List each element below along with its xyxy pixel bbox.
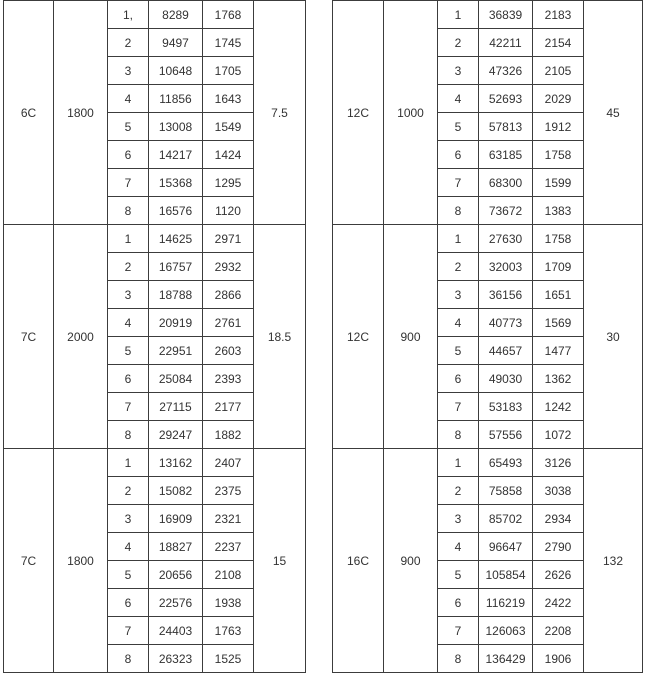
- point-number-cell: 7: [438, 393, 479, 421]
- pressure-cell: 1549: [203, 113, 254, 141]
- pressure-cell: 2108: [203, 561, 254, 589]
- table-row: [333, 225, 643, 253]
- pressure-cell: 2790: [533, 533, 584, 561]
- pressure-cell: 1768: [203, 1, 254, 29]
- point-number-cell: 7: [108, 169, 149, 197]
- pressure-cell: 2422: [533, 589, 584, 617]
- point-number-cell: 1,: [108, 1, 149, 29]
- airflow-cell: 85702: [479, 505, 533, 533]
- model-cell: 12C: [333, 1, 384, 225]
- point-number-cell: 2: [438, 29, 479, 57]
- speed-cell: 900: [384, 225, 438, 449]
- airflow-cell: 11856: [149, 85, 203, 113]
- pressure-cell: 1424: [203, 141, 254, 169]
- point-number-cell: 1: [108, 449, 149, 477]
- airflow-cell: 16757: [149, 253, 203, 281]
- point-number-cell: 8: [438, 197, 479, 225]
- point-number-cell: 6: [438, 589, 479, 617]
- airflow-cell: 32003: [479, 253, 533, 281]
- airflow-cell: 42211: [479, 29, 533, 57]
- point-number-cell: 4: [108, 309, 149, 337]
- point-number-cell: 4: [438, 309, 479, 337]
- point-number-cell: 2: [108, 29, 149, 57]
- model-cell: 7C: [4, 225, 54, 449]
- airflow-cell: 105854: [479, 561, 533, 589]
- airflow-cell: 22951: [149, 337, 203, 365]
- pressure-cell: 1569: [533, 309, 584, 337]
- pressure-cell: 1477: [533, 337, 584, 365]
- airflow-cell: 14217: [149, 141, 203, 169]
- pressure-cell: 1651: [533, 281, 584, 309]
- point-number-cell: 6: [438, 141, 479, 169]
- airflow-cell: 44657: [479, 337, 533, 365]
- point-number-cell: 3: [438, 281, 479, 309]
- pressure-cell: 1745: [203, 29, 254, 57]
- point-number-cell: 4: [108, 85, 149, 113]
- power-cell: 15: [254, 449, 306, 673]
- pressure-cell: 1705: [203, 57, 254, 85]
- pressure-cell: 2626: [533, 561, 584, 589]
- pressure-cell: 2934: [533, 505, 584, 533]
- pressure-cell: 2393: [203, 365, 254, 393]
- model-cell: 12C: [333, 225, 384, 449]
- speed-cell: 1800: [54, 449, 108, 673]
- airflow-cell: 25084: [149, 365, 203, 393]
- power-cell: 7.5: [254, 1, 306, 225]
- point-number-cell: 3: [108, 57, 149, 85]
- airflow-cell: 47326: [479, 57, 533, 85]
- pressure-cell: 2932: [203, 253, 254, 281]
- point-number-cell: 4: [438, 85, 479, 113]
- point-number-cell: 3: [438, 57, 479, 85]
- point-number-cell: 7: [108, 617, 149, 645]
- model-cell: 6C: [4, 1, 54, 225]
- pressure-cell: 2105: [533, 57, 584, 85]
- pressure-cell: 2866: [203, 281, 254, 309]
- airflow-cell: 116219: [479, 589, 533, 617]
- airflow-cell: 36156: [479, 281, 533, 309]
- point-number-cell: 4: [438, 533, 479, 561]
- point-number-cell: 7: [438, 169, 479, 197]
- pressure-cell: 1912: [533, 113, 584, 141]
- power-cell: 18.5: [254, 225, 306, 449]
- point-number-cell: 6: [108, 365, 149, 393]
- airflow-cell: 29247: [149, 421, 203, 449]
- airflow-cell: 52693: [479, 85, 533, 113]
- pressure-cell: 1599: [533, 169, 584, 197]
- airflow-cell: 10648: [149, 57, 203, 85]
- pressure-cell: 1938: [203, 589, 254, 617]
- pressure-cell: 2029: [533, 85, 584, 113]
- pressure-cell: 2321: [203, 505, 254, 533]
- point-number-cell: 2: [108, 477, 149, 505]
- table-row: [4, 1, 306, 29]
- point-number-cell: 5: [108, 561, 149, 589]
- pressure-cell: 1362: [533, 365, 584, 393]
- speed-cell: 1000: [384, 1, 438, 225]
- airflow-cell: 49030: [479, 365, 533, 393]
- pressure-cell: 2971: [203, 225, 254, 253]
- point-number-cell: 5: [438, 561, 479, 589]
- point-number-cell: 2: [438, 477, 479, 505]
- airflow-cell: 15368: [149, 169, 203, 197]
- speed-cell: 2000: [54, 225, 108, 449]
- pressure-cell: 1906: [533, 645, 584, 673]
- pressure-cell: 2375: [203, 477, 254, 505]
- airflow-cell: 27630: [479, 225, 533, 253]
- airflow-cell: 9497: [149, 29, 203, 57]
- point-number-cell: 8: [438, 645, 479, 673]
- point-number-cell: 6: [108, 589, 149, 617]
- pressure-cell: 1120: [203, 197, 254, 225]
- airflow-cell: 20919: [149, 309, 203, 337]
- power-cell: 45: [584, 1, 643, 225]
- point-number-cell: 8: [108, 197, 149, 225]
- point-number-cell: 3: [108, 505, 149, 533]
- model-cell: 7C: [4, 449, 54, 673]
- point-number-cell: 3: [108, 281, 149, 309]
- point-number-cell: 6: [438, 365, 479, 393]
- pressure-cell: 1242: [533, 393, 584, 421]
- airflow-cell: 96647: [479, 533, 533, 561]
- airflow-cell: 16576: [149, 197, 203, 225]
- pressure-cell: 2183: [533, 1, 584, 29]
- airflow-cell: 57556: [479, 421, 533, 449]
- pressure-cell: 1758: [533, 141, 584, 169]
- table-row: [4, 449, 306, 477]
- airflow-cell: 73672: [479, 197, 533, 225]
- airflow-cell: 36839: [479, 1, 533, 29]
- pressure-cell: 1383: [533, 197, 584, 225]
- speed-cell: 900: [384, 449, 438, 673]
- point-number-cell: 4: [108, 533, 149, 561]
- pressure-cell: 2154: [533, 29, 584, 57]
- power-cell: 132: [584, 449, 643, 673]
- point-number-cell: 1: [438, 449, 479, 477]
- point-number-cell: 5: [438, 113, 479, 141]
- point-number-cell: 5: [108, 337, 149, 365]
- speed-cell: 1800: [54, 1, 108, 225]
- fan-table-right: [332, 0, 643, 673]
- airflow-cell: 18788: [149, 281, 203, 309]
- point-number-cell: 1: [108, 225, 149, 253]
- pressure-cell: 3038: [533, 477, 584, 505]
- pressure-cell: 2177: [203, 393, 254, 421]
- pressure-cell: 2761: [203, 309, 254, 337]
- pressure-cell: 2237: [203, 533, 254, 561]
- pressure-cell: 3126: [533, 449, 584, 477]
- table-row: [4, 225, 306, 253]
- airflow-cell: 63185: [479, 141, 533, 169]
- airflow-cell: 24403: [149, 617, 203, 645]
- airflow-cell: 15082: [149, 477, 203, 505]
- point-number-cell: 2: [108, 253, 149, 281]
- pressure-cell: 1763: [203, 617, 254, 645]
- fan-table-left: [3, 0, 306, 673]
- point-number-cell: 6: [108, 141, 149, 169]
- pressure-cell: 1643: [203, 85, 254, 113]
- point-number-cell: 8: [108, 645, 149, 673]
- power-cell: 30: [584, 225, 643, 449]
- airflow-cell: 16909: [149, 505, 203, 533]
- point-number-cell: 1: [438, 225, 479, 253]
- pressure-cell: 1295: [203, 169, 254, 197]
- point-number-cell: 1: [438, 1, 479, 29]
- point-number-cell: 7: [108, 393, 149, 421]
- airflow-cell: 126063: [479, 617, 533, 645]
- airflow-cell: 26323: [149, 645, 203, 673]
- airflow-cell: 53183: [479, 393, 533, 421]
- airflow-cell: 136429: [479, 645, 533, 673]
- point-number-cell: 5: [438, 337, 479, 365]
- pressure-cell: 1709: [533, 253, 584, 281]
- point-number-cell: 3: [438, 505, 479, 533]
- point-number-cell: 8: [438, 421, 479, 449]
- airflow-cell: 75858: [479, 477, 533, 505]
- pressure-cell: 2407: [203, 449, 254, 477]
- airflow-cell: 22576: [149, 589, 203, 617]
- airflow-cell: 14625: [149, 225, 203, 253]
- airflow-cell: 57813: [479, 113, 533, 141]
- model-cell: 16C: [333, 449, 384, 673]
- airflow-cell: 27115: [149, 393, 203, 421]
- airflow-cell: 68300: [479, 169, 533, 197]
- point-number-cell: 2: [438, 253, 479, 281]
- airflow-cell: 20656: [149, 561, 203, 589]
- pressure-cell: 2603: [203, 337, 254, 365]
- airflow-cell: 13162: [149, 449, 203, 477]
- point-number-cell: 5: [108, 113, 149, 141]
- point-number-cell: 8: [108, 421, 149, 449]
- pressure-cell: 1758: [533, 225, 584, 253]
- pressure-cell: 1882: [203, 421, 254, 449]
- airflow-cell: 18827: [149, 533, 203, 561]
- airflow-cell: 65493: [479, 449, 533, 477]
- airflow-cell: 40773: [479, 309, 533, 337]
- table-row: [333, 1, 643, 29]
- point-number-cell: 7: [438, 617, 479, 645]
- pressure-cell: 2208: [533, 617, 584, 645]
- airflow-cell: 13008: [149, 113, 203, 141]
- airflow-cell: 8289: [149, 1, 203, 29]
- pressure-cell: 1072: [533, 421, 584, 449]
- table-row: [333, 449, 643, 477]
- pressure-cell: 1525: [203, 645, 254, 673]
